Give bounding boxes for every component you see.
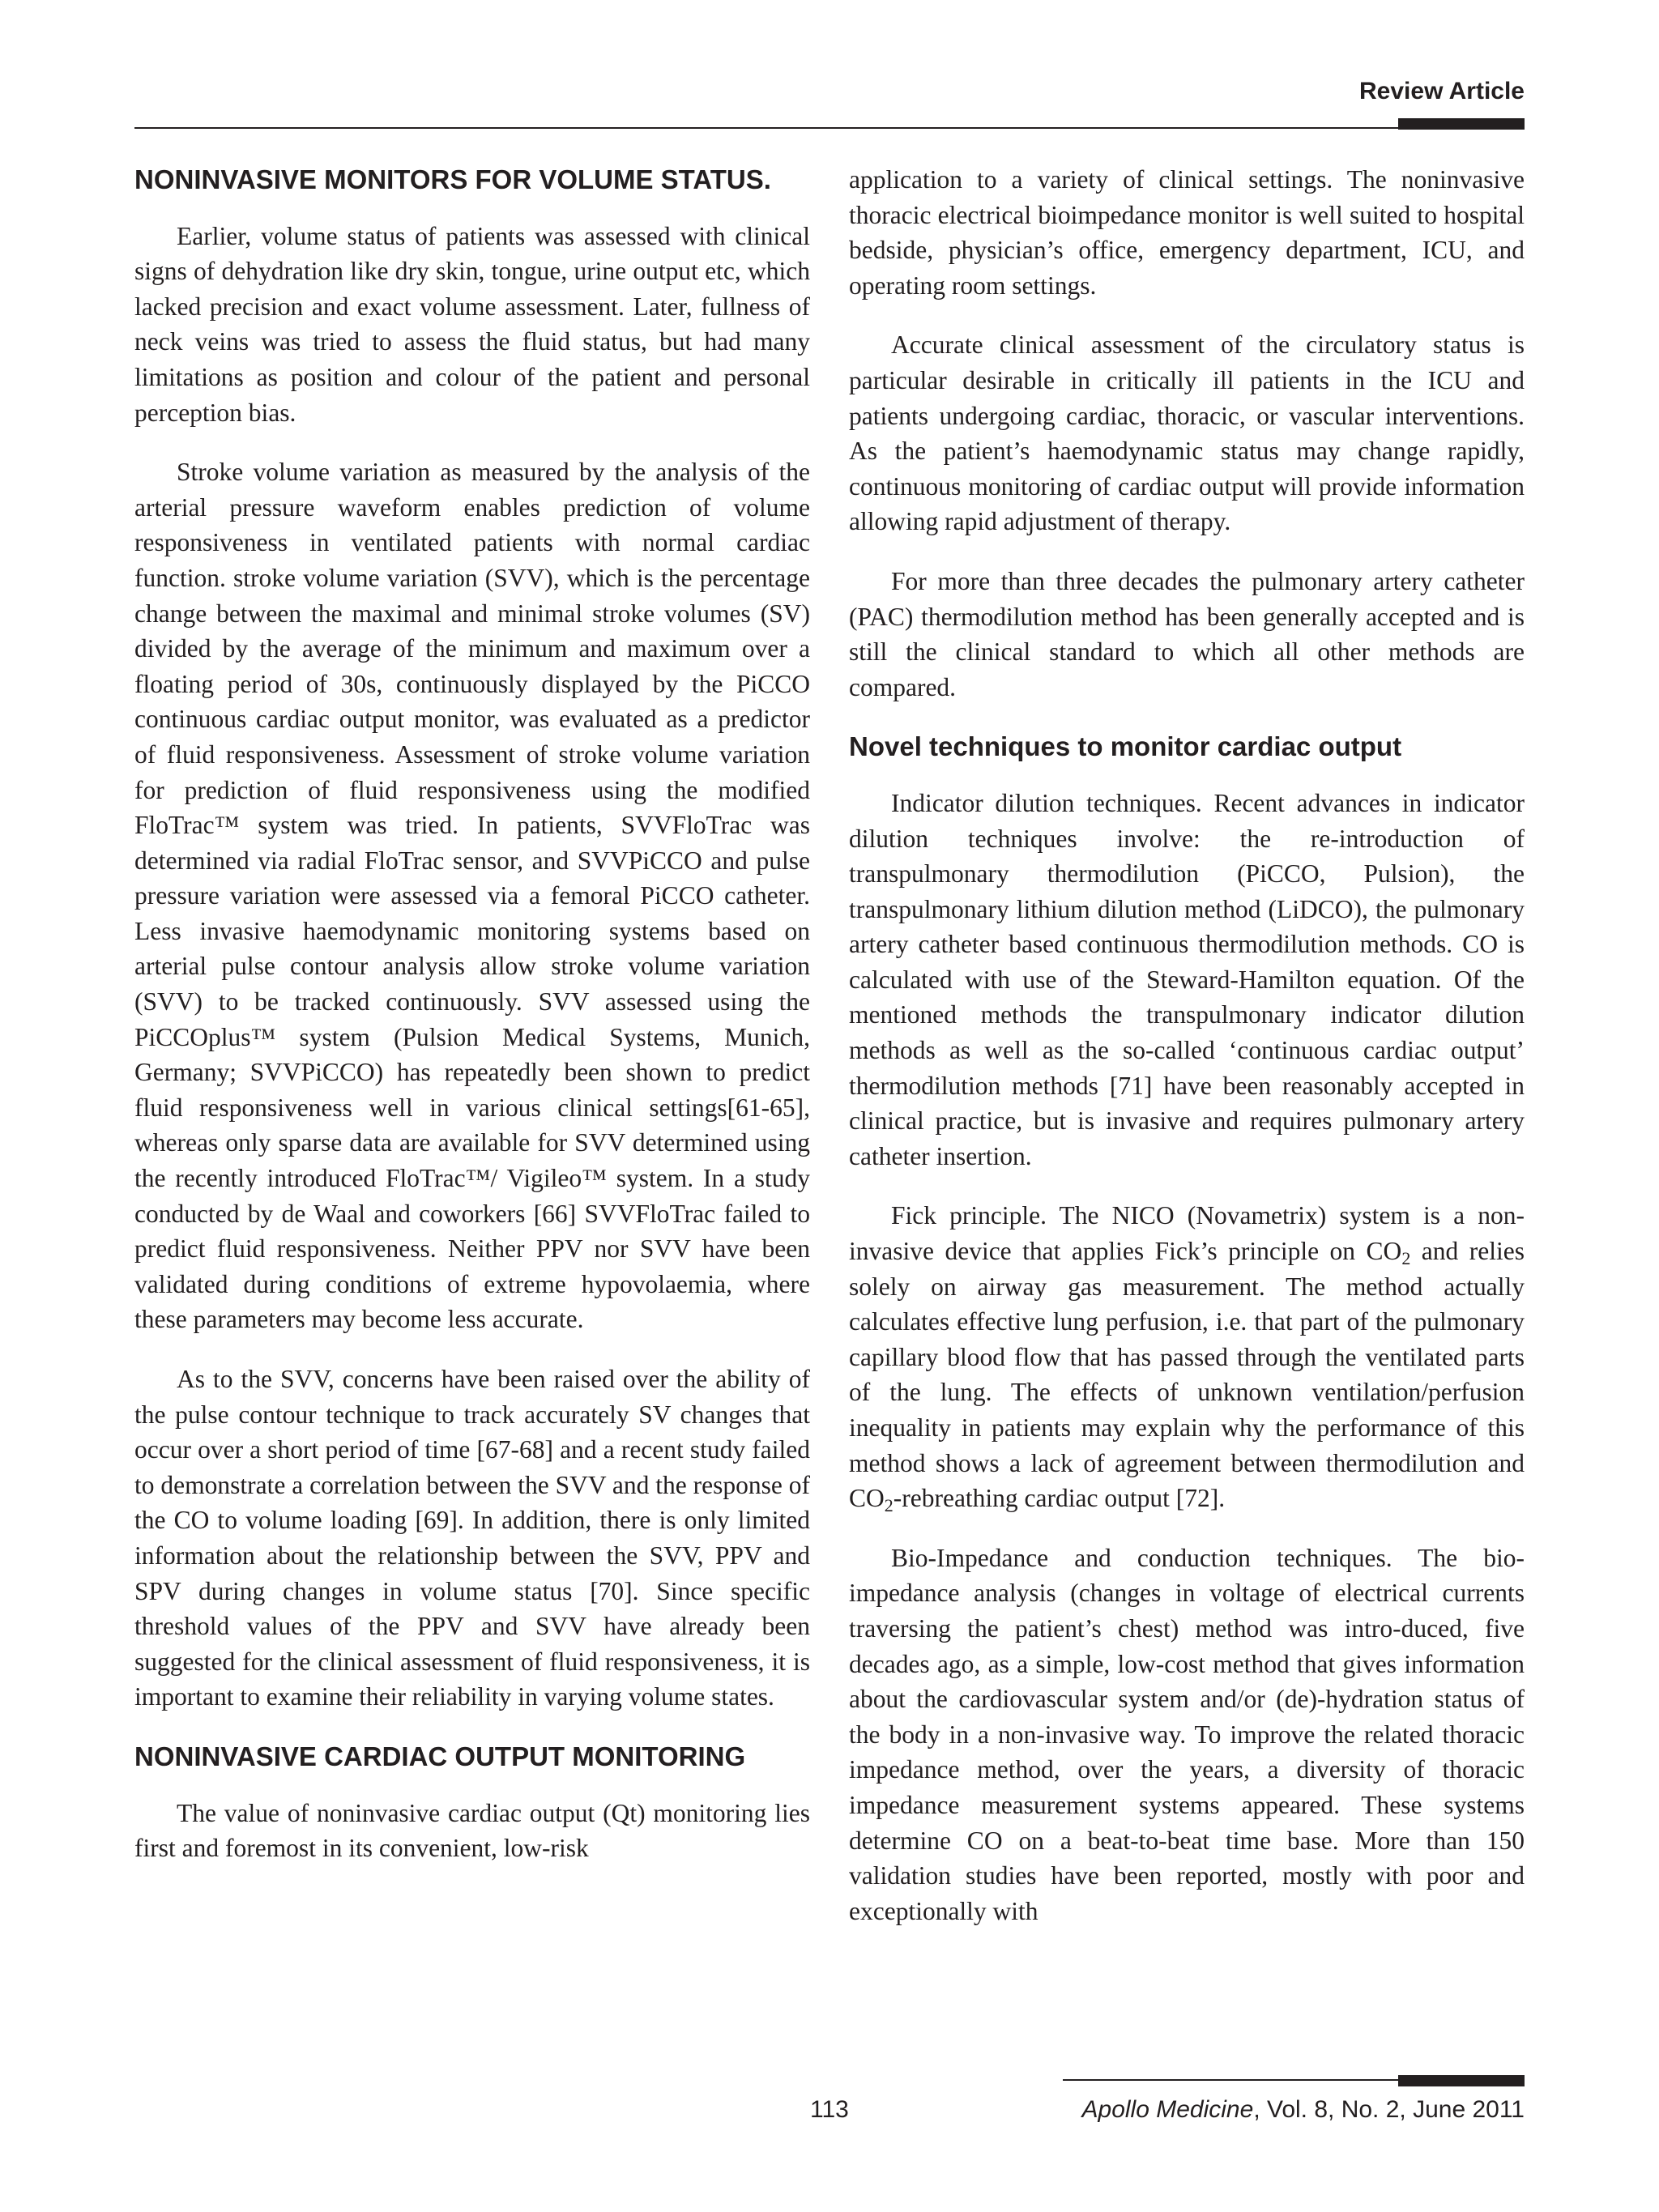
footer-bar [1398,2075,1525,2086]
paragraph: Bio-Impedance and conduction techniques. The bio-impedance analysis (changes in voltage of electrical currents traversing the patient’s chest) method was intro-duced, five decades ago, as a simple, low-cost method that gives information about the cardiovascular system and/or (de)-hydration status of the body in a non-invasive way. To improve the related thoracic impedance method, over the years, a diversity of thoracic impedance measurement systems appeared. These systems determine CO on a beat-to-beat time base. More than 150 validation studies have been reported, mostly with poor and exceptionally with [849,1543,1525,1925]
paragraph: Stroke volume variation as measured by the analysis of the arterial pressure waveform enables prediction of volume responsiveness in ventilated patients with normal cardiac function. stroke volume variation (SVV), which is the percentage change between the maximal and minimal stroke volumes (SV) divided by the average of the minimum and maximum over a floating period of 30s, continuously displayed by the PiCCO continuous cardiac output monitor, was evaluated as a predictor of fluid responsiveness. Assessment of stroke volume variation for prediction of fluid responsiveness using the modified FloTrac™ system was tried. In patients, SVVFloTrac was determined via radial FloTrac sensor, and SVVPiCCO and pulse pressure variation were assessed via a femoral PiCCO catheter. Less invasive haemodynamic monitoring systems based on arterial pulse contour analysis allow stroke volume variation (SVV) to be tracked continuously. SVV assessed using the PiCCOplus™ system (Pulsion Medical Systems, Munich, Germany; SVVPiCCO) has repeatedly been shown to predict fluid responsiveness well in various clinical settings[61-65], whereas only sparse data are available for SVV determined using the recently introduced FloTrac™/ Vigileo™ system. In a study conducted by de Waal and coworkers [66] SVVFloTrac failed to predict fluid responsiveness. Neither PPV nor SVV have been validated during conditions of extreme hypovolaemia, where these parameters may become less accurate. [134,458,810,1334]
paragraph-fick-principle [849,1198,1525,1515]
left-column [134,162,810,1890]
paragraph: Indicator dilution techniques. Recent advances in indicator dilution techniques involve: the re-introduction of transpulmonary thermodilution (PiCCO, Pulsion), the transpulmonary lithium dilution method (LiDCO), the pulmonary artery catheter based continuous thermodilution methods. CO is calculated with use of the Steward-Hamilton equation. Of the mentioned methods the transpulmonary indicator dilution methods as well as the so-called ‘continuous cardiac output’ thermodilution methods [71] have been reasonably accepted in clinical practice, but is invasive and requires pulmonary artery catheter insertion. [849,788,1525,1170]
text-span: Fick principle. The NICO (Novametrix) system is a non-invasive device that applies Fick’s principle on CO [849,1201,1525,1266]
paragraph: For more than three decades the pulmonary artery catheter (PAC) thermodilution method has been generally accepted and is still the clinical standard to which all other methods are compared. [849,566,1525,701]
heading-volume-status: NONINVASIVE MONITORS FOR VOLUME STATUS. [134,164,771,194]
paragraph: Earlier, volume status of patients was assessed with clinical signs of dehydration like dry skin, tongue, urine output etc, which lacked precision and exact volume assessment. Later, fullness of neck veins was tried to assess the fluid status, but had many limitations as position and colour of the patient and personal perception bias. [134,221,810,427]
text-span: -rebreathing cardiac output [72]. [893,1484,1226,1513]
paragraph: The value of noninvasive cardiac output (Qt) monitoring lies first and foremost in its convenient, low-risk [134,1798,810,1863]
subscript: 2 [884,1495,893,1516]
journal-citation [1082,2096,1525,2124]
header-bar [1398,118,1525,130]
text-span: and relies solely on airway gas measurement. The method actually calculates effective lung perfusion, i.e. that part of the pulmonary capillary blood flow that has passed through the ventilated parts of the lung. The effects of unknown ventilation/perfusion inequality in patients may explain why the performance of this method shows a lack of agreement between thermodilution and CO [849,1237,1525,1513]
header-rule [134,127,1525,129]
section-label: Review Article [1359,78,1525,104]
heading-cardiac-output-monitoring: NONINVASIVE CARDIAC OUTPUT MONITORING [134,1741,746,1771]
right-column [849,162,1525,1953]
page-number: 113 [810,2096,849,2123]
paragraph: application to a variety of clinical settings. The noninvasive thoracic electrical bioimpedance monitor is well suited to hospital bedside, physician’s office, emergency department, ICU, and operating room settings. [849,165,1525,300]
heading-novel-techniques: Novel techniques to monitor cardiac output [849,731,1402,762]
journal-details: , Vol. 8, No. 2, June 2011 [1253,2096,1525,2123]
paragraph: As to the SVV, concerns have been raised over the ability of the pulse contour technique to track accurately SV changes that occur over a short period of time [67-68] and a recent study failed to demonstrate a correlation between the SVV and the response of the CO to volume loading [69]. In addition, there is only limited information about the relationship between the SVV, PPV and SPV during changes in volume status [70]. Since specific threshold values of the PPV and SVV have already been suggested for the clinical assessment of fluid responsiveness, it is important to examine their reliability in varying volume states. [134,1365,810,1711]
paragraph: Accurate clinical assessment of the circulatory status is particular desirable in critically ill patients in the ICU and patients undergoing cardiac, thoracic, or vascular interventions. As the patient’s haemodynamic status may change rapidly, continuous monitoring of cardiac output will provide information allowing rapid adjustment of therapy. [849,330,1525,536]
journal-name: Apollo Medicine [1081,2096,1254,2123]
subscript: 2 [1401,1248,1411,1269]
